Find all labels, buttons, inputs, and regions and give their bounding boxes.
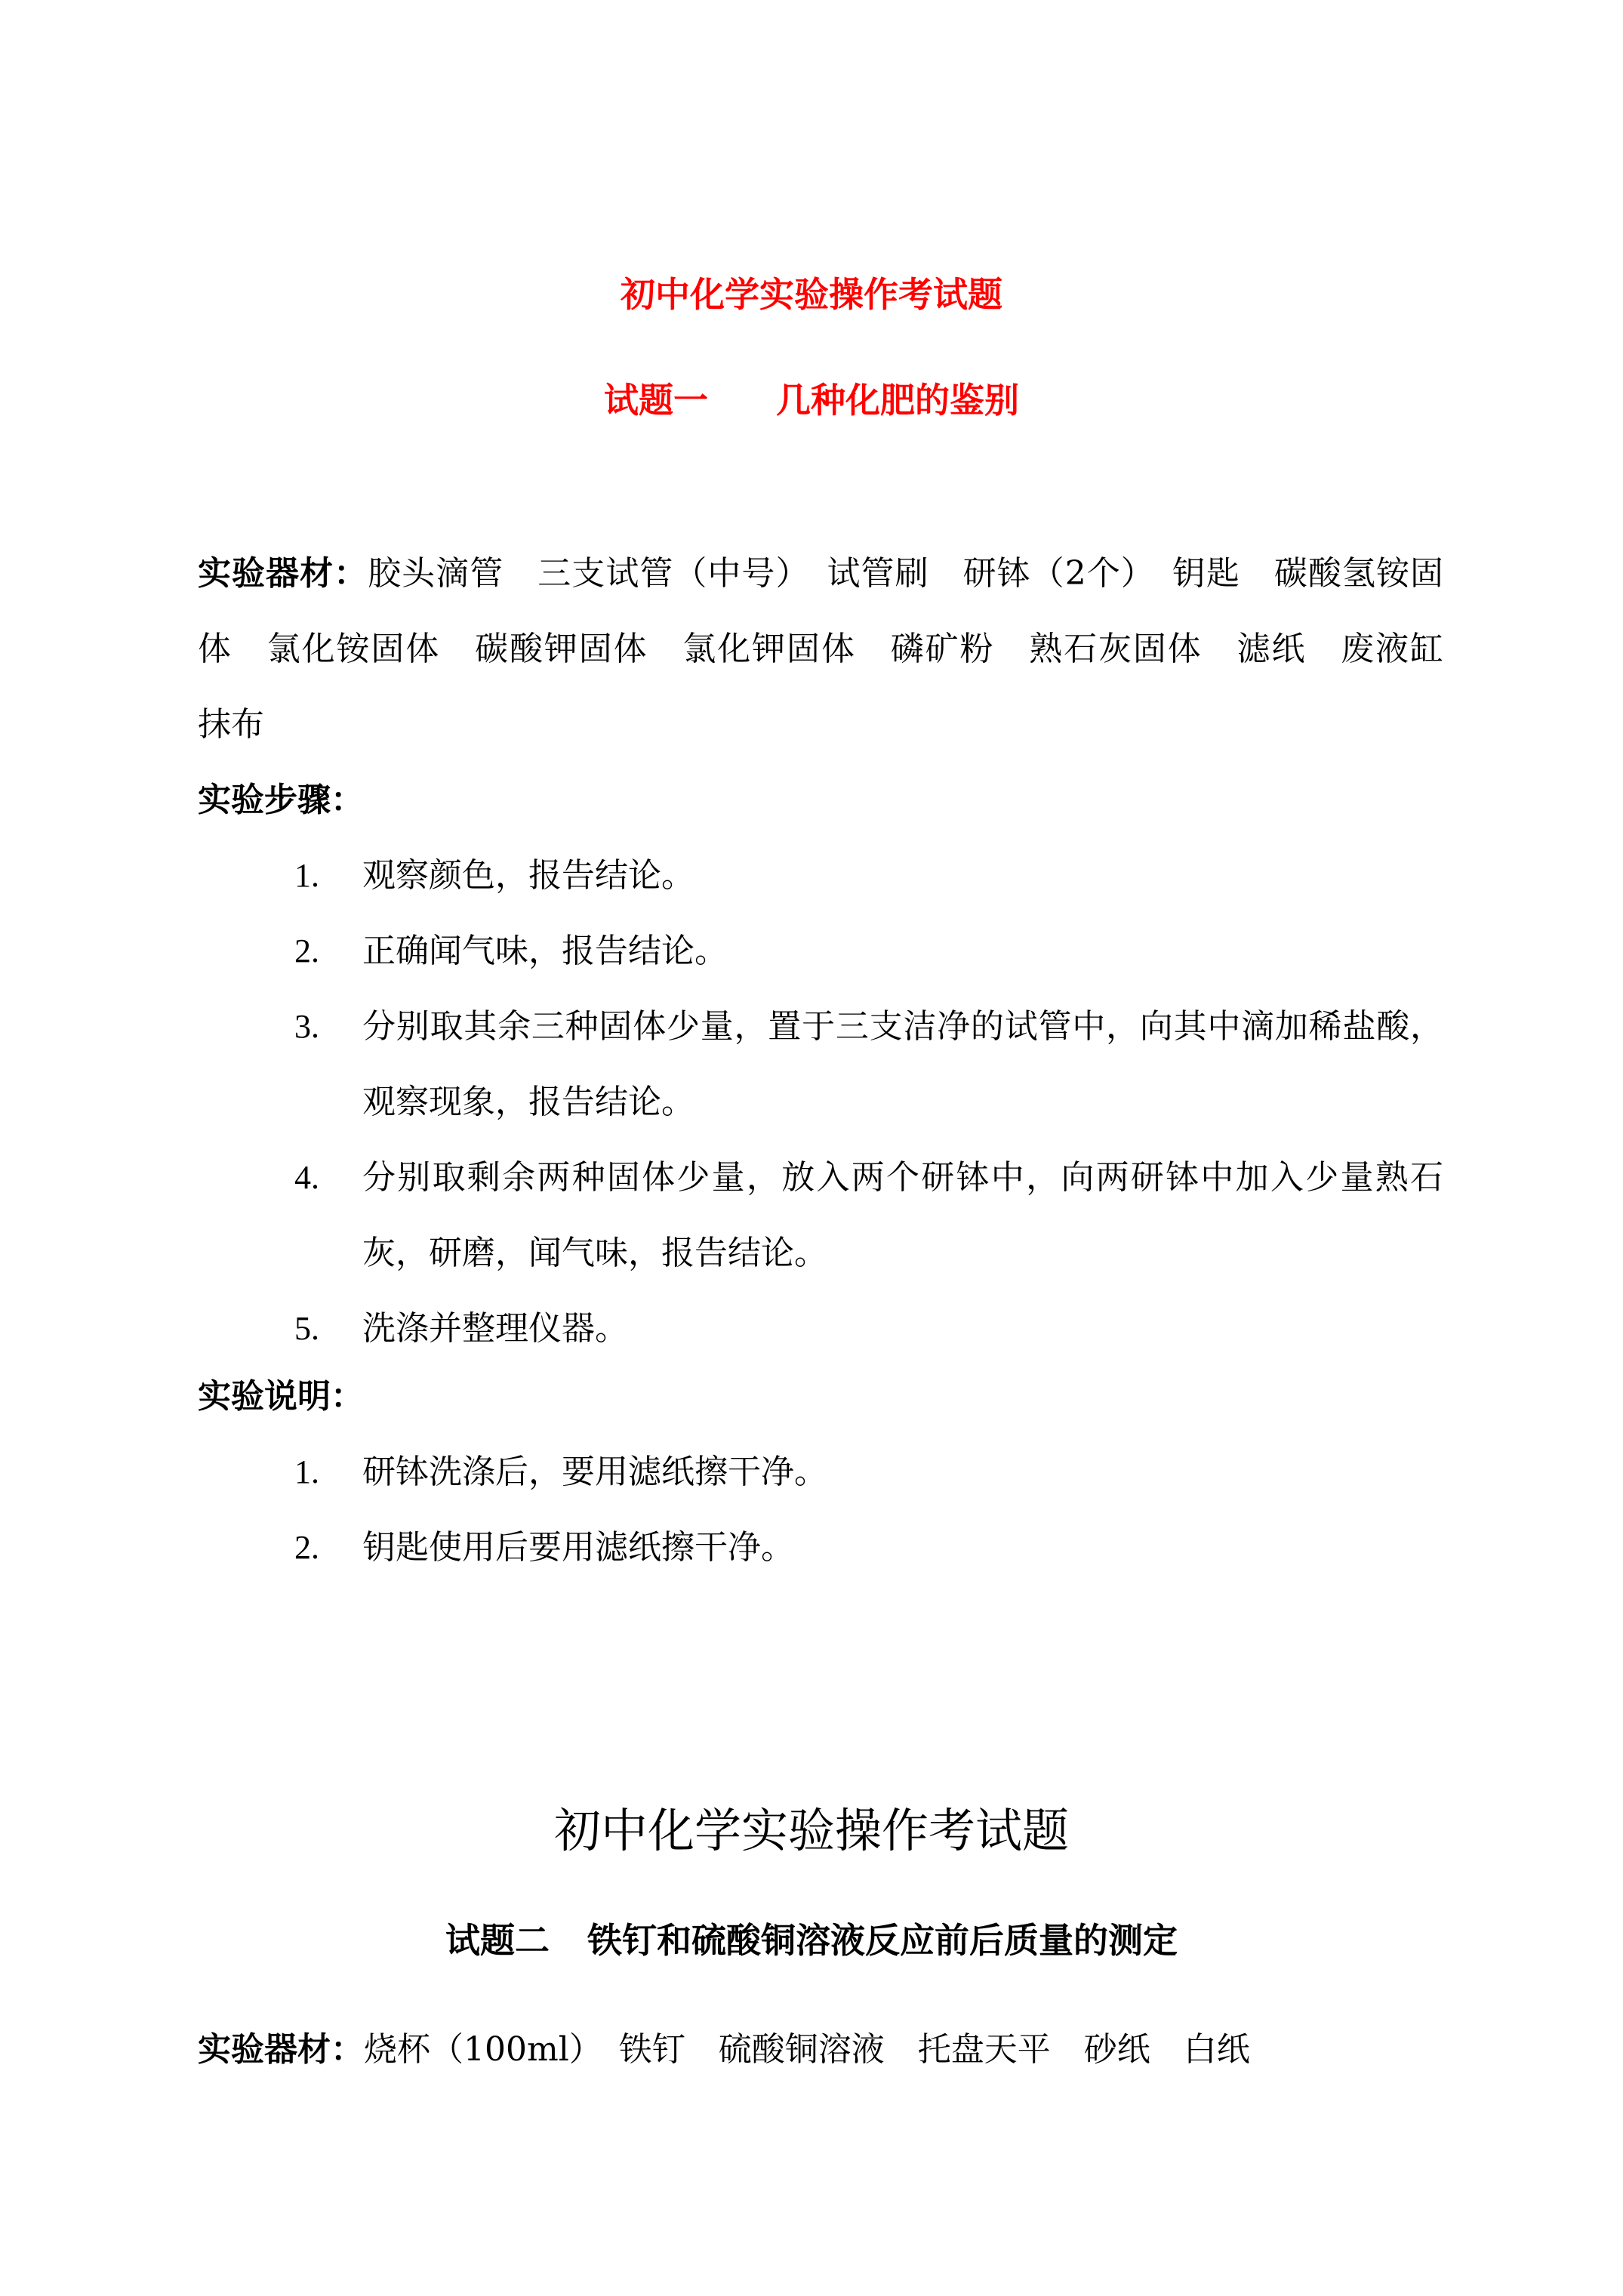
step-number: 2. [294,932,319,969]
section2-equipment-text: 烧杯（100ml） 铁钉 硫酸铜溶液 托盘天平 砂纸 白纸 [364,2030,1250,2069]
step-number: 3. [294,1008,319,1045]
step-number: 5. [294,1310,319,1347]
step-item [294,838,1443,914]
section2-title: 初中化学实验操作考试题 [553,1803,1069,1858]
step-item [294,1291,1443,1367]
note-text: 研钵洗涤后，要用滤纸擦干净。 [362,1453,827,1491]
section1-subtitle-number: 试题一 [604,380,708,421]
section2-equipment [198,2027,1250,2073]
section1-equipment [198,536,1477,763]
step-text: 正确闻气味，报告结论。 [362,932,728,970]
note-number: 1. [294,1453,319,1490]
section1-subtitle-name: 几种化肥的鉴别 [776,380,1019,421]
step-text: 观察颜色，报告结论。 [362,856,694,895]
step-text: 分别取其余三种固体少量，置于三支洁净的试管中，向其中滴加稀盐酸，观察现象，报告结论。 [362,1007,1443,1121]
section1-equipment-label: 实验器材： [198,554,368,593]
section1-equipment-text: 胶头滴管 三支试管（中号） 试管刷 研钵（2个） 钥匙 碳酸氢铵固体 氯化铵固体 碳酸钾固体 氯化钾固体 磷矿粉 熟石灰固体 滤纸 废液缸 抹布 [198,554,1477,744]
step-item [294,914,1443,989]
section1-steps-label: 实验步骤： [198,781,364,819]
step-item [294,1140,1443,1291]
step-number: 4. [294,1159,319,1196]
step-text: 分别取剩余两种固体少量，放入两个研钵中，向两研钵中加入少量熟石灰，研磨，闻气味，报告结论。 [362,1158,1443,1272]
note-number: 2. [294,1529,319,1566]
section2-subtitle [0,1918,1623,1963]
note-item [294,1435,1443,1510]
section2-equipment-label: 实验器材： [198,2030,364,2069]
section2-subtitle-name: 铁钉和硫酸铜溶液反应前后质量的测定 [587,1920,1178,1961]
note-item [294,1510,1443,1586]
section1-subtitle [0,378,1623,423]
section1-title: 初中化学实验操作考试题 [621,274,1002,315]
section1-notes-label: 实验说明： [198,1377,364,1416]
step-item [294,989,1443,1140]
note-text: 钥匙使用后要用滤纸擦干净。 [362,1528,794,1567]
section2-subtitle-number: 试题二 [445,1920,550,1961]
step-text: 洗涤并整理仪器。 [362,1309,628,1348]
step-number: 1. [294,857,319,894]
